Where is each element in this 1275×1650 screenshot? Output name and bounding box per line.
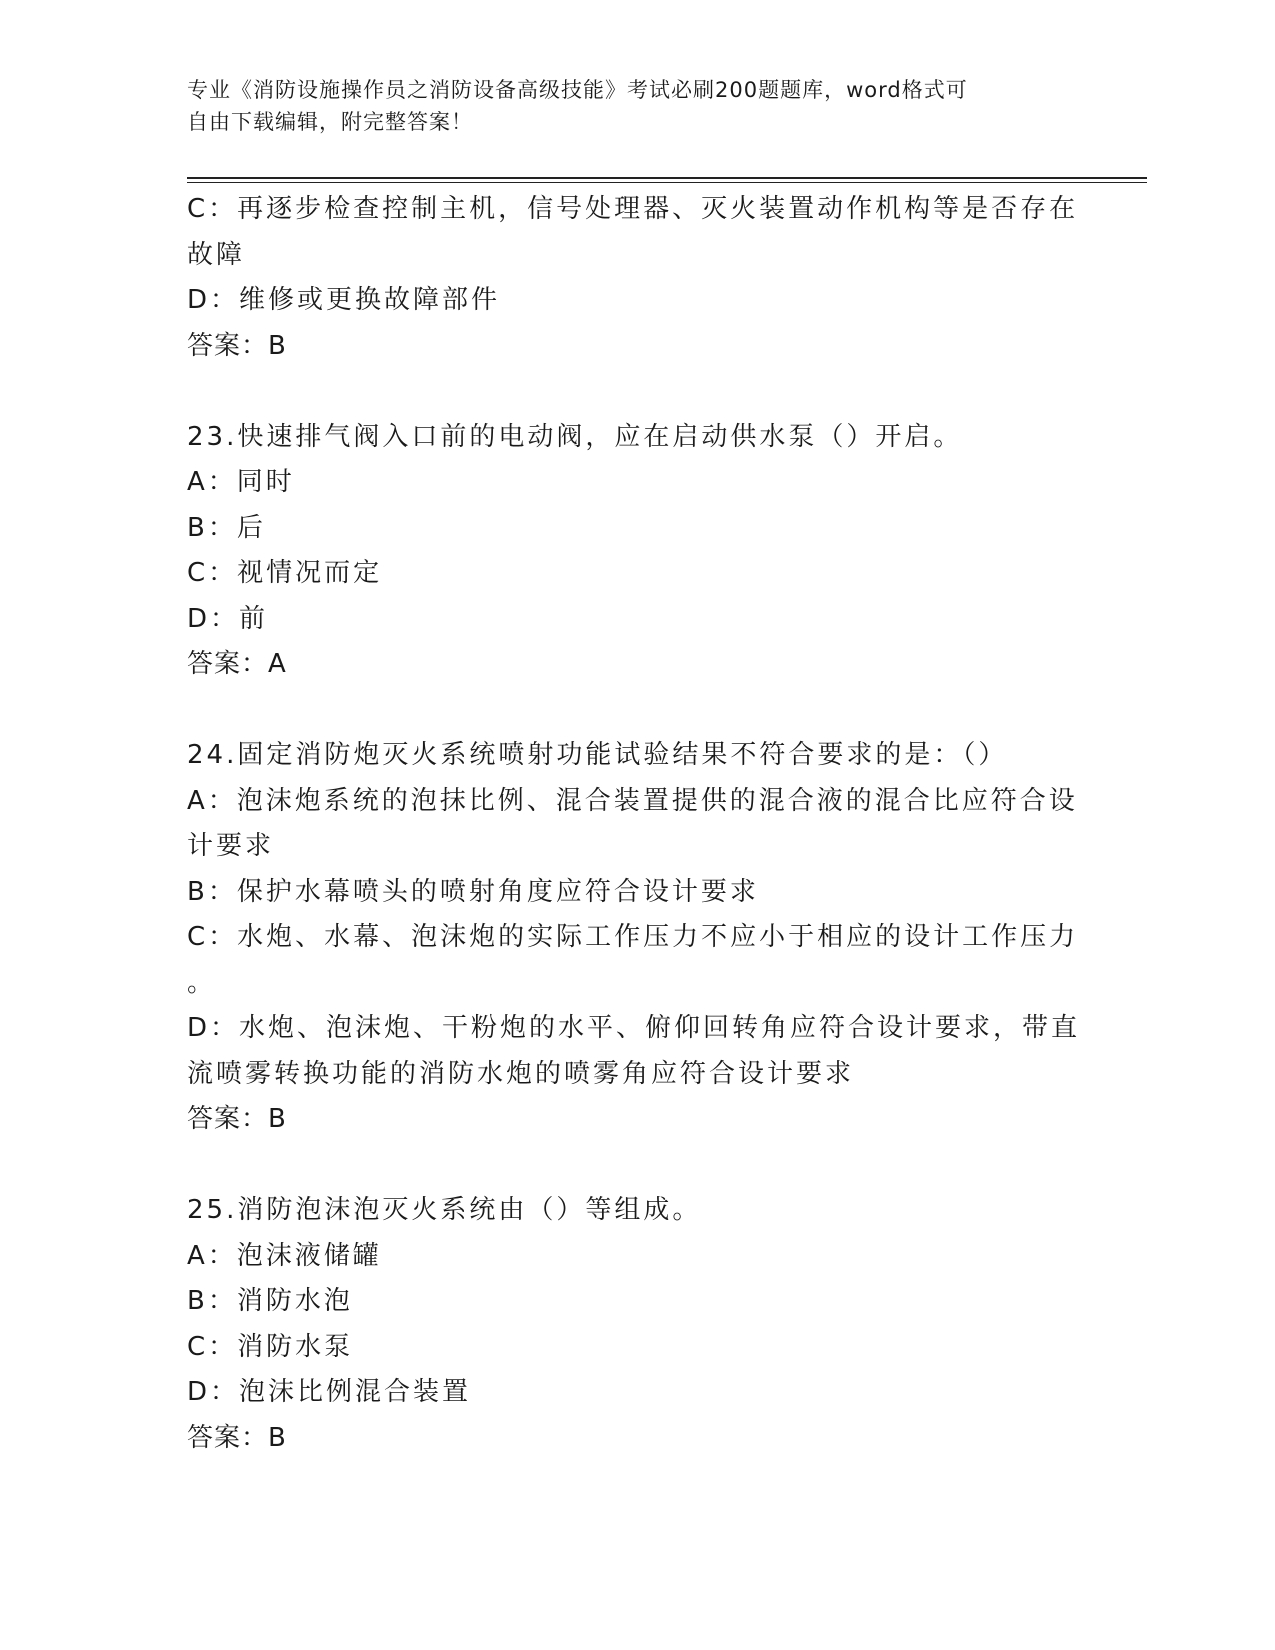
option-d: D：前: [187, 603, 269, 634]
header-line-1: 专业《消防设施操作员之消防设备高级技能》考试必刷200题题库，word格式可: [187, 78, 968, 102]
spacer: [187, 369, 1087, 415]
answer: 答案：B: [187, 330, 287, 361]
option-b: B：保护水幕喷头的喷射角度应符合设计要求: [187, 876, 759, 907]
option-c-line-1: C：水炮、水幕、泡沫炮的实际工作压力不应小于相应的设计工作压力: [187, 922, 1079, 952]
header-divider-thin: [187, 182, 1147, 183]
option-d: D：泡沫比例混合装置: [187, 1377, 472, 1407]
option-d: D：维修或更换故障部件: [187, 285, 501, 315]
option-d-line-2: 流喷雾转换功能的消防水炮的喷雾角应符合设计要求: [187, 1058, 855, 1089]
spacer: [187, 1143, 1087, 1189]
question-stem: 24.固定消防炮灭火系统喷射功能试验结果不符合要求的是：（）: [187, 740, 1008, 770]
option-d-line-1: D：水炮、泡沫炮、干粉炮的水平、俯仰回转角应符合设计要求，带直: [187, 1013, 1081, 1043]
option-a-line-1: A：泡沫炮系统的泡抹比例、混合装置提供的混合液的混合比应符合设: [187, 785, 1078, 816]
option-b: B：消防水泡: [187, 1286, 353, 1316]
option-a: A：泡沫液储罐: [187, 1240, 382, 1271]
option-c-line-2: 故障: [187, 239, 246, 270]
document-header: [187, 74, 1067, 138]
question-24: [187, 733, 1087, 1143]
answer: 答案：B: [187, 1422, 287, 1453]
header-line-2: 自由下载编辑，附完整答案！: [187, 110, 473, 134]
answer: 答案：A: [187, 649, 287, 679]
option-c-line-2: 。: [187, 967, 217, 998]
option-a-line-2: 计要求: [187, 831, 275, 861]
question-stem: 25.消防泡沫泡灭火系统由（）等组成。: [187, 1195, 702, 1225]
answer: 答案：B: [187, 1104, 287, 1134]
option-c: C：视情况而定: [187, 558, 383, 588]
question-25: [187, 1188, 1087, 1461]
question-stem: 23.快速排气阀入口前的电动阀，应在启动供水泵（）开启。: [187, 421, 963, 452]
document-body: [187, 187, 1087, 1461]
header-divider-thick: [187, 177, 1147, 179]
spacer: [187, 688, 1087, 734]
option-a: A：同时: [187, 467, 295, 497]
question-23: [187, 415, 1087, 688]
option-b: B：后: [187, 512, 266, 543]
question-22-tail: [187, 187, 1087, 369]
option-c: C：消防水泵: [187, 1331, 354, 1362]
option-c-line-1: C：再逐步检查控制主机，信号处理器、灭火装置动作机构等是否存在: [187, 194, 1079, 224]
